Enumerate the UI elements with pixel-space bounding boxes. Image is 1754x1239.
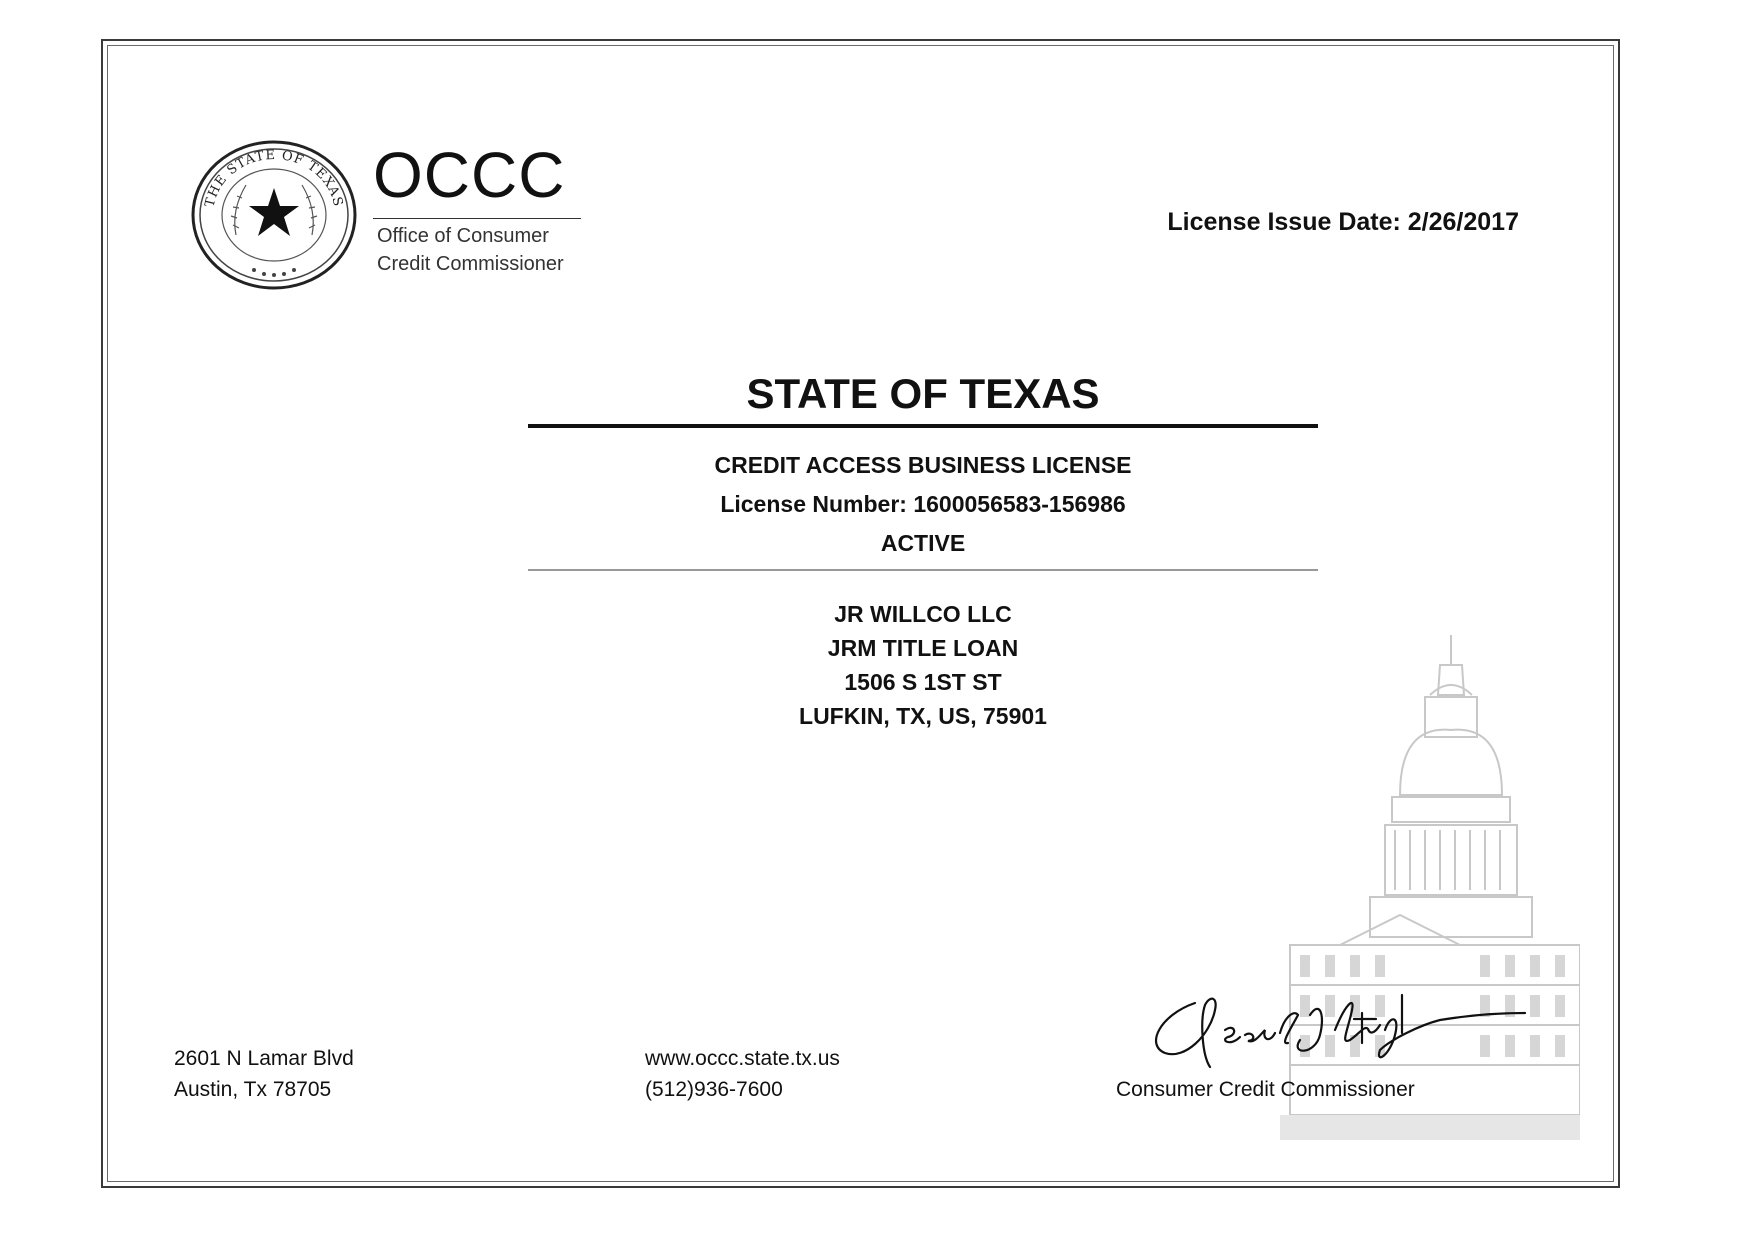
licensee-block	[528, 597, 1318, 733]
agency-contact	[645, 1043, 840, 1105]
license-issue-date: License Issue Date: 2/26/2017	[1167, 208, 1519, 236]
licensee-name: JR WILLCO LLC	[834, 601, 1012, 627]
agency-acronym: OCCC	[373, 139, 566, 211]
agency-name	[377, 222, 564, 278]
agency-rule	[373, 218, 581, 219]
title-rule	[528, 424, 1318, 428]
agency-website: www.occc.state.tx.us	[645, 1047, 840, 1070]
licensee-city: LUFKIN, TX, US, 75901	[799, 703, 1047, 729]
license-number: License Number: 1600056583-156986	[720, 491, 1126, 517]
licensee-dba: JRM TITLE LOAN	[827, 635, 1019, 661]
licensee-street: 1506 S 1ST ST	[844, 669, 1002, 695]
commissioner-title: Consumer Credit Commissioner	[1116, 1078, 1415, 1101]
agency-address	[174, 1043, 354, 1105]
agency-name-line1: Office of Consumer	[377, 225, 549, 247]
svg-text:THE STATE OF TEXAS: THE STATE OF TEXAS	[202, 147, 346, 209]
license-details	[528, 370, 1318, 733]
agency-name-line2: Credit Commissioner	[377, 253, 564, 275]
agency-address-line2: Austin, Tx 78705	[174, 1078, 332, 1101]
agency-address-line1: 2601 N Lamar Blvd	[174, 1047, 354, 1070]
texas-state-seal-icon	[191, 140, 357, 290]
state-title: STATE OF TEXAS	[746, 370, 1100, 417]
commissioner-signature	[1140, 985, 1540, 1075]
license-status: ACTIVE	[880, 530, 966, 556]
agency-phone: (512)936-7600	[645, 1078, 783, 1101]
license-type: CREDIT ACCESS BUSINESS LICENSE	[714, 452, 1132, 478]
status-rule	[528, 569, 1318, 571]
